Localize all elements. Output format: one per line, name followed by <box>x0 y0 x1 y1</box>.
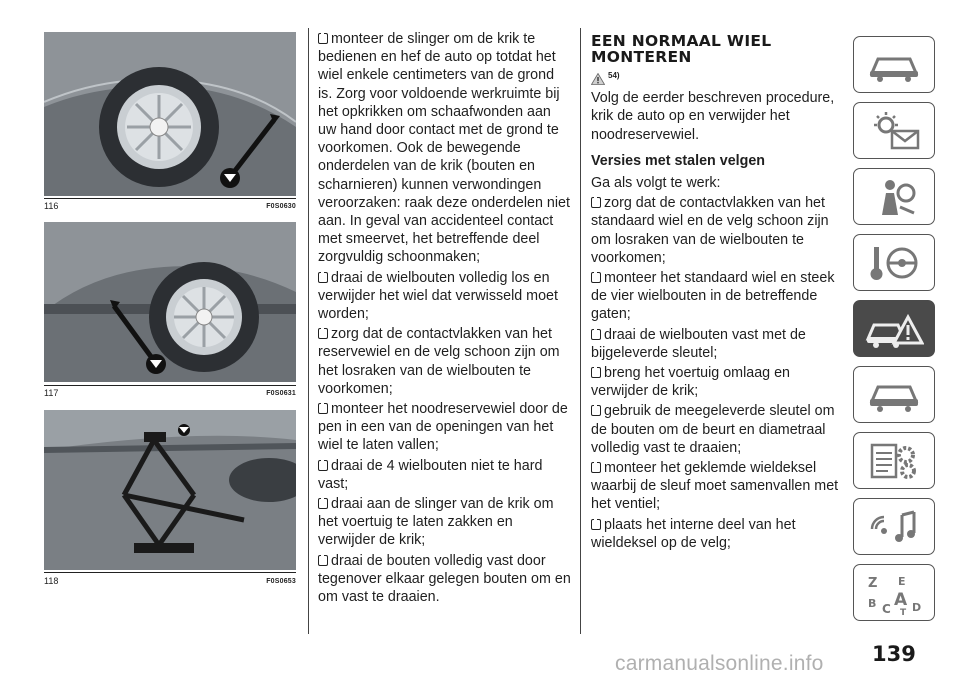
instruction-item <box>318 457 572 493</box>
bullet-icon <box>318 272 328 283</box>
bullet-icon <box>591 329 601 340</box>
instruction-text: zorg dat de contactvlakken van het reservewiel en de velg schoon zijn om het losraken van de wielbouten te voorkomen; <box>318 326 560 397</box>
emergency-car-icon <box>864 309 924 349</box>
figure-118-image <box>44 410 296 570</box>
bullet-icon <box>318 555 328 566</box>
svg-text:A: A <box>894 589 908 610</box>
bullet-icon <box>591 367 601 378</box>
instruction-text: draai de wielbouten volledig los en verwijder het wiel dat verwisseld moet worden; <box>318 269 558 323</box>
instruction-text: draai de 4 wielbouten niet te hard vast; <box>318 457 543 492</box>
watermark-text: carmanualsonline.info <box>615 652 824 675</box>
instruction-text: monteer het standaard wiel en steek de vier wielbouten in de betreffende gaten; <box>591 270 835 323</box>
bullet-icon <box>591 272 601 283</box>
tab-warning-lights[interactable] <box>853 102 935 159</box>
intro-text: Volg de eerder beschreven procedure, krik de auto op en verwijder het noodreservewiel. <box>591 90 835 143</box>
instruction-item <box>591 459 843 514</box>
instruction-item <box>591 364 843 400</box>
section-title: EEN NORMAAL WIEL MONTEREN <box>591 32 772 66</box>
middle-column <box>318 30 572 608</box>
warning-reference <box>591 67 843 85</box>
bullet-icon <box>318 460 328 471</box>
figure-117-image <box>44 222 296 382</box>
bullet-icon <box>591 462 601 473</box>
car-maintenance-icon <box>866 377 922 413</box>
alphabetical-index-icon <box>864 571 924 615</box>
figure-117-number: 117 <box>44 388 59 398</box>
figure-116-code: F0S0630 <box>266 203 296 210</box>
bullet-icon <box>318 403 328 414</box>
tab-multimedia[interactable] <box>853 498 935 555</box>
instruction-text: draai de bouten volledig vast door tegenover elkaar gelegen bouten om en om vast te draaien. <box>318 552 571 606</box>
bullet-icon <box>591 405 601 416</box>
bullet-icon <box>318 498 328 509</box>
tab-index[interactable] <box>853 564 935 621</box>
subsection-title: Versies met stalen velgen <box>591 152 766 169</box>
instruction-item <box>318 325 572 398</box>
figure-116-rule <box>44 198 296 199</box>
tab-technical-data[interactable] <box>853 432 935 489</box>
instruction-text: monteer het noodreservewiel door de pen in een van de openingen van het wiel te laten vallen; <box>318 401 568 454</box>
technical-data-gears-icon <box>866 441 922 481</box>
svg-text:C: C <box>882 601 891 615</box>
bullet-icon <box>591 197 601 208</box>
instruction-item <box>591 402 843 457</box>
column-divider-left <box>308 28 309 634</box>
bullet-icon <box>318 33 328 44</box>
instruction-item <box>318 400 572 455</box>
instruction-item <box>318 30 572 267</box>
figure-118-number: 118 <box>44 576 59 586</box>
instruction-text: gebruik de meegeleverde sleutel om de bouten om de beurt en diametraal volledig vast te draaien; <box>591 403 835 456</box>
instruction-text: draai de wielbouten vast met de bijgeleverde sleutel; <box>591 326 806 361</box>
lead-text: Ga als volgt te werk: <box>591 175 721 192</box>
warning-ref-number: 54) <box>608 71 620 80</box>
svg-text:E: E <box>898 574 906 588</box>
instruction-text: breng het voertuig omlaag en verwijder de krik; <box>591 365 790 400</box>
svg-text:D: D <box>912 600 922 614</box>
figure-118-code: F0S0653 <box>266 578 296 585</box>
figure-116-number: 116 <box>44 201 59 211</box>
svg-text:T: T <box>900 607 907 615</box>
instruction-item <box>591 194 843 267</box>
page-number: 139 <box>872 642 916 666</box>
instruction-item <box>591 326 843 362</box>
tab-maintenance[interactable] <box>853 366 935 423</box>
figure-117-rule <box>44 385 296 386</box>
instruction-item <box>318 552 572 607</box>
instruction-text: monteer de slinger om de krik te bedienen en hef de auto op totdat het wiel enkele centimeters van de grond is. Zorg voor voldoende werkruimte bij het opkrikken om schaafwonden aan uw hand door contact met de grond te voorkomen. Ook de bewegende onderdelen van de krik (bouten en scharnieren) kunnen verwondingen veroorzaken: raak deze onderdelen niet aan. In geval van accidenteel contact met smeervet, het betreffende deel zorgvuldig schoonmaken; <box>318 31 570 266</box>
tab-starting-driving[interactable] <box>853 234 935 291</box>
car-dashboard-icon <box>866 47 922 83</box>
warning-lights-message-icon <box>866 111 922 151</box>
figure-116-image <box>44 32 296 196</box>
instruction-text: plaats het interne deel van het wieldeksel op de velg; <box>591 516 796 551</box>
multimedia-music-icon <box>866 507 922 547</box>
bullet-icon <box>591 519 601 530</box>
svg-text:Z: Z <box>868 575 878 591</box>
tab-in-emergency[interactable] <box>853 300 935 357</box>
instruction-item <box>318 269 572 324</box>
key-steering-wheel-icon <box>866 243 922 283</box>
figure-118-rule <box>44 572 296 573</box>
instruction-item <box>591 269 843 324</box>
instruction-text: monteer het geklemde wieldeksel waarbij de sleuf moet samenvallen met het ventiel; <box>591 460 839 513</box>
tab-dashboard[interactable] <box>853 36 935 93</box>
tab-safety[interactable] <box>853 168 935 225</box>
warning-triangle-icon <box>591 73 605 85</box>
safety-airbag-icon <box>866 177 922 217</box>
column-divider-right <box>580 28 581 634</box>
svg-text:B: B <box>868 596 877 610</box>
bullet-icon <box>318 328 328 339</box>
instruction-item <box>591 516 843 552</box>
figure-117-code: F0S0631 <box>266 390 296 397</box>
instruction-text: zorg dat de contactvlakken van het standaard wiel en de velg schoon zijn om losraken van de wielbouten te voorkomen; <box>591 195 829 266</box>
right-column <box>591 33 843 554</box>
instruction-text: draai aan de slinger van de krik om het voertuig te laten zakken en verwijder de krik; <box>318 496 554 549</box>
instruction-item <box>318 495 572 550</box>
